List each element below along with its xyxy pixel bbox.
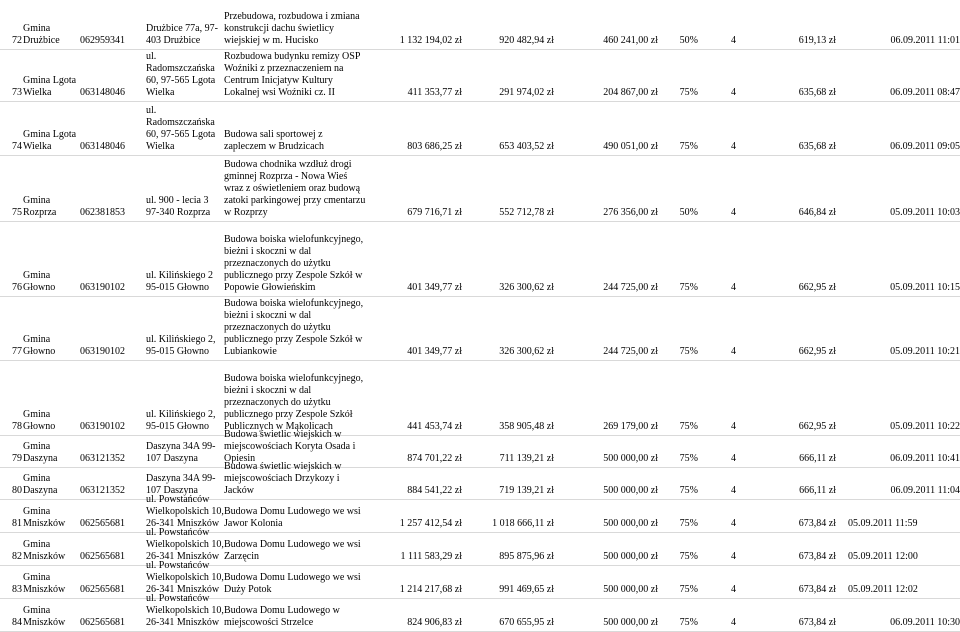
funding-amount: 500 000,00 zł [603, 551, 658, 562]
total-cost: 1 214 217,68 zł [399, 584, 462, 595]
funding-amount: 269 179,00 zł [603, 421, 658, 432]
eligible-cost: 991 469,65 zł [499, 584, 554, 595]
per-capita: 673,84 zł [798, 518, 836, 529]
score: 4 [731, 584, 736, 595]
eligible-cost: 653 403,52 zł [499, 141, 554, 152]
table-row [0, 361, 960, 436]
address: ul. Kilińskiego 2 95-015 Głowno [146, 270, 213, 293]
table-row [0, 461, 960, 500]
table-row [0, 50, 960, 102]
per-capita: 662,95 zł [798, 282, 836, 293]
municipality: Gmina Daszyna [23, 441, 58, 464]
submission-date: 06.09.2011 11:04 [890, 485, 960, 496]
project-title: Rozbudowa budynku remizy OSP Woźniki z przeznaczeniem na Centrum Inicjatyw Kultury Lokalnej wsi Woźniki cz. II [224, 51, 361, 98]
regon-code: 063121352 [80, 485, 125, 496]
table-row [0, 560, 960, 599]
project-title: Budowa Domu Ludowego we wsi Jawor Kolonia [224, 506, 361, 529]
funding-percent: 75% [679, 453, 698, 464]
address: ul. Powstańców Wielkopolskich 10, 26-341 Mniszków [146, 527, 224, 562]
per-capita: 673,84 zł [798, 551, 836, 562]
score: 4 [731, 87, 736, 98]
address: Daszyna 34A 99-107 Daszyna [146, 473, 216, 496]
municipality: Gmina Drużbice [23, 23, 60, 46]
funding-percent: 75% [679, 617, 698, 628]
eligible-cost: 1 018 666,11 zł [492, 518, 554, 529]
score: 4 [731, 141, 736, 152]
per-capita: 662,95 zł [798, 346, 836, 357]
funding-amount: 500 000,00 zł [603, 617, 658, 628]
row-number: 78 [12, 421, 22, 432]
funding-percent: 75% [679, 141, 698, 152]
regon-code: 062565681 [80, 584, 125, 595]
funding-percent: 75% [679, 551, 698, 562]
total-cost: 874 701,22 zł [407, 453, 462, 464]
submission-date: 05.09.2011 11:59 [848, 518, 918, 529]
regon-code: 062959341 [80, 35, 125, 46]
total-cost: 1 257 412,54 zł [399, 518, 462, 529]
total-cost: 441 453,74 zł [407, 421, 462, 432]
funding-amount: 244 725,00 zł [603, 346, 658, 357]
eligible-cost: 358 905,48 zł [499, 421, 554, 432]
per-capita: 666,11 zł [799, 453, 836, 464]
funding-amount: 500 000,00 zł [603, 518, 658, 529]
address: ul. 900 - lecia 3 97-340 Rozprza [146, 195, 211, 218]
score: 4 [731, 207, 736, 218]
municipality: Gmina Rozprza [23, 195, 57, 218]
project-title: Budowa świetlic wiejskich w miejscowościach Drzykozy i Jacków [224, 461, 342, 496]
regon-code: 063190102 [80, 346, 125, 357]
row-number: 84 [12, 617, 22, 628]
address: ul. Powstańców Wielkopolskich 10, 26-341 Mniszków [146, 560, 224, 595]
funding-amount: 276 356,00 zł [603, 207, 658, 218]
eligible-cost: 920 482,94 zł [499, 35, 554, 46]
table-row [0, 429, 960, 468]
total-cost: 1 132 194,02 zł [399, 35, 462, 46]
project-title: Budowa Domu Ludowego we wsi Duży Potok [224, 572, 361, 595]
score: 4 [731, 551, 736, 562]
municipality: Gmina Głowno [23, 409, 56, 432]
total-cost: 411 353,77 zł [407, 87, 462, 98]
submission-date: 06.09.2011 09:05 [890, 141, 960, 152]
table-row [0, 527, 960, 566]
regon-code: 062565681 [80, 518, 125, 529]
row-number: 79 [12, 453, 22, 464]
submission-date: 06.09.2011 11:01 [890, 35, 960, 46]
project-title: Budowa sali sportowej z zapleczem w Brudzicach [224, 129, 324, 152]
row-number: 75 [12, 207, 22, 218]
funding-amount: 490 051,00 zł [603, 141, 658, 152]
score: 4 [731, 453, 736, 464]
address: ul. Kilińskiego 2, 95-015 Głowno [146, 409, 216, 432]
eligible-cost: 711 139,21 zł [499, 453, 554, 464]
municipality: Gmina Mniszków [23, 572, 66, 595]
table-row [0, 156, 960, 222]
row-number: 81 [12, 518, 22, 529]
project-title: Budowa Domu Ludowego we wsi Zarzęcin [224, 539, 361, 562]
eligible-cost: 895 875,96 zł [499, 551, 554, 562]
eligible-cost: 670 655,95 zł [499, 617, 554, 628]
municipality: Gmina Mniszków [23, 539, 66, 562]
regon-code: 063190102 [80, 421, 125, 432]
project-title: Budowa boiska wielofunkcyjnego, bieżni i skoczni w dal przeznaczonych do użytku publicznego przy Zespole Szkół Publicznych w Mąkolicach [224, 373, 364, 432]
funding-percent: 50% [679, 35, 698, 46]
address: ul. Powstańców Wielkopolskich 10, 26-341 Mniszków [146, 593, 224, 628]
regon-code: 063148046 [80, 141, 125, 152]
municipality: Gmina Daszyna [23, 473, 58, 496]
table-row [0, 102, 960, 156]
row-number: 73 [12, 87, 22, 98]
submission-date: 06.09.2011 10:41 [890, 453, 960, 464]
eligible-cost: 326 300,62 zł [499, 346, 554, 357]
submission-date: 06.09.2011 08:47 [890, 87, 960, 98]
eligible-cost: 291 974,02 zł [499, 87, 554, 98]
municipality: Gmina Głowno [23, 334, 56, 357]
score: 4 [731, 421, 736, 432]
funding-amount: 204 867,00 zł [603, 87, 658, 98]
project-title: Budowa Domu Ludowego w miejscowości Strzelce [224, 605, 340, 628]
project-title: Budowa świetlic wiejskich w miejscowościach Koryta Osada i Opiesin [224, 429, 356, 464]
table-row [0, 593, 960, 632]
total-cost: 803 686,25 zł [407, 141, 462, 152]
table-row [0, 297, 960, 361]
eligible-cost: 552 712,78 zł [499, 207, 554, 218]
table-row [0, 0, 960, 50]
per-capita: 666,11 zł [799, 485, 836, 496]
funding-percent: 75% [679, 421, 698, 432]
row-number: 76 [12, 282, 22, 293]
eligible-cost: 326 300,62 zł [499, 282, 554, 293]
project-title: Budowa chodnika wzdłuż drogi gminnej Rozprza - Nowa Wieś wraz z oświetleniem oraz budową zatoki parkingowej przy cmentarzu w Rozprzy [224, 159, 366, 218]
total-cost: 679 716,71 zł [407, 207, 462, 218]
funding-amount: 500 000,00 zł [603, 485, 658, 496]
score: 4 [731, 282, 736, 293]
total-cost: 824 906,83 zł [407, 617, 462, 628]
municipality: Gmina Lgota Wielka [23, 75, 77, 98]
submission-date: 05.09.2011 12:02 [848, 584, 918, 595]
submission-date: 05.09.2011 10:21 [890, 346, 960, 357]
address: ul. Radomszczańska 60, 97-565 Lgota Wielka [146, 51, 216, 98]
regon-code: 063121352 [80, 453, 125, 464]
per-capita: 619,13 zł [798, 35, 836, 46]
regon-code: 063148046 [80, 87, 125, 98]
per-capita: 635,68 zł [798, 87, 836, 98]
row-number: 77 [12, 346, 22, 357]
score: 4 [731, 617, 736, 628]
municipality: Gmina Mniszków [23, 605, 66, 628]
funding-percent: 75% [679, 282, 698, 293]
regon-code: 062381853 [80, 207, 125, 218]
total-cost: 401 349,77 zł [407, 282, 462, 293]
submission-date: 05.09.2011 10:03 [890, 207, 960, 218]
eligible-cost: 719 139,21 zł [499, 485, 554, 496]
row-number: 72 [12, 35, 22, 46]
funding-amount: 500 000,00 zł [603, 584, 658, 595]
regon-code: 062565681 [80, 617, 125, 628]
table-row [0, 222, 960, 297]
funding-percent: 75% [679, 346, 698, 357]
funding-percent: 75% [679, 87, 698, 98]
total-cost: 1 111 583,29 zł [400, 551, 462, 562]
table-row [0, 494, 960, 533]
funding-percent: 75% [679, 584, 698, 595]
funding-percent: 75% [679, 518, 698, 529]
regon-code: 062565681 [80, 551, 125, 562]
municipality: Gmina Lgota Wielka [23, 129, 77, 152]
funding-percent: 75% [679, 485, 698, 496]
funding-percent: 50% [679, 207, 698, 218]
project-title: Przebudowa, rozbudowa i zmiana konstrukcji dachu świetlicy wiejskiej w m. Hucisko [224, 11, 360, 46]
score: 4 [731, 35, 736, 46]
address: ul. Radomszczańska 60, 97-565 Lgota Wielka [146, 105, 216, 152]
address: ul. Powstańców Wielkopolskich 10, 26-341 Mniszków [146, 494, 224, 529]
submission-date: 05.09.2011 12:00 [848, 551, 918, 562]
row-number: 82 [12, 551, 22, 562]
address: ul. Kilińskiego 2, 95-015 Głowno [146, 334, 216, 357]
municipality: Gmina Mniszków [23, 506, 66, 529]
per-capita: 673,84 zł [798, 584, 836, 595]
submission-date: 06.09.2011 10:30 [890, 617, 960, 628]
per-capita: 673,84 zł [798, 617, 836, 628]
row-number: 83 [12, 584, 22, 595]
funding-amount: 500 000,00 zł [603, 453, 658, 464]
total-cost: 401 349,77 zł [407, 346, 462, 357]
regon-code: 063190102 [80, 282, 125, 293]
submission-date: 05.09.2011 10:22 [890, 421, 960, 432]
funding-amount: 244 725,00 zł [603, 282, 658, 293]
project-title: Budowa boiska wielofunkcyjnego, bieżni i skoczni w dal przeznaczonych do użytku publicznego przy Zespole Szkół w Lubiankowie [224, 298, 364, 357]
project-title: Budowa boiska wielofunkcyjnego, bieżni i skoczni w dal przeznaczonych do użytku publicznego przy Zespole Szkół w Popowie Głowieńskim [224, 234, 364, 293]
total-cost: 884 541,22 zł [407, 485, 462, 496]
row-number: 80 [12, 485, 22, 496]
per-capita: 635,68 zł [798, 141, 836, 152]
score: 4 [731, 485, 736, 496]
address: Daszyna 34A 99-107 Daszyna [146, 441, 216, 464]
funding-amount: 460 241,00 zł [603, 35, 658, 46]
per-capita: 646,84 zł [798, 207, 836, 218]
row-number: 74 [12, 141, 22, 152]
submission-date: 05.09.2011 10:15 [890, 282, 960, 293]
address: Drużbice 77a, 97-403 Drużbice [146, 23, 218, 46]
municipality: Gmina Głowno [23, 270, 56, 293]
score: 4 [731, 346, 736, 357]
score: 4 [731, 518, 736, 529]
per-capita: 662,95 zł [798, 421, 836, 432]
